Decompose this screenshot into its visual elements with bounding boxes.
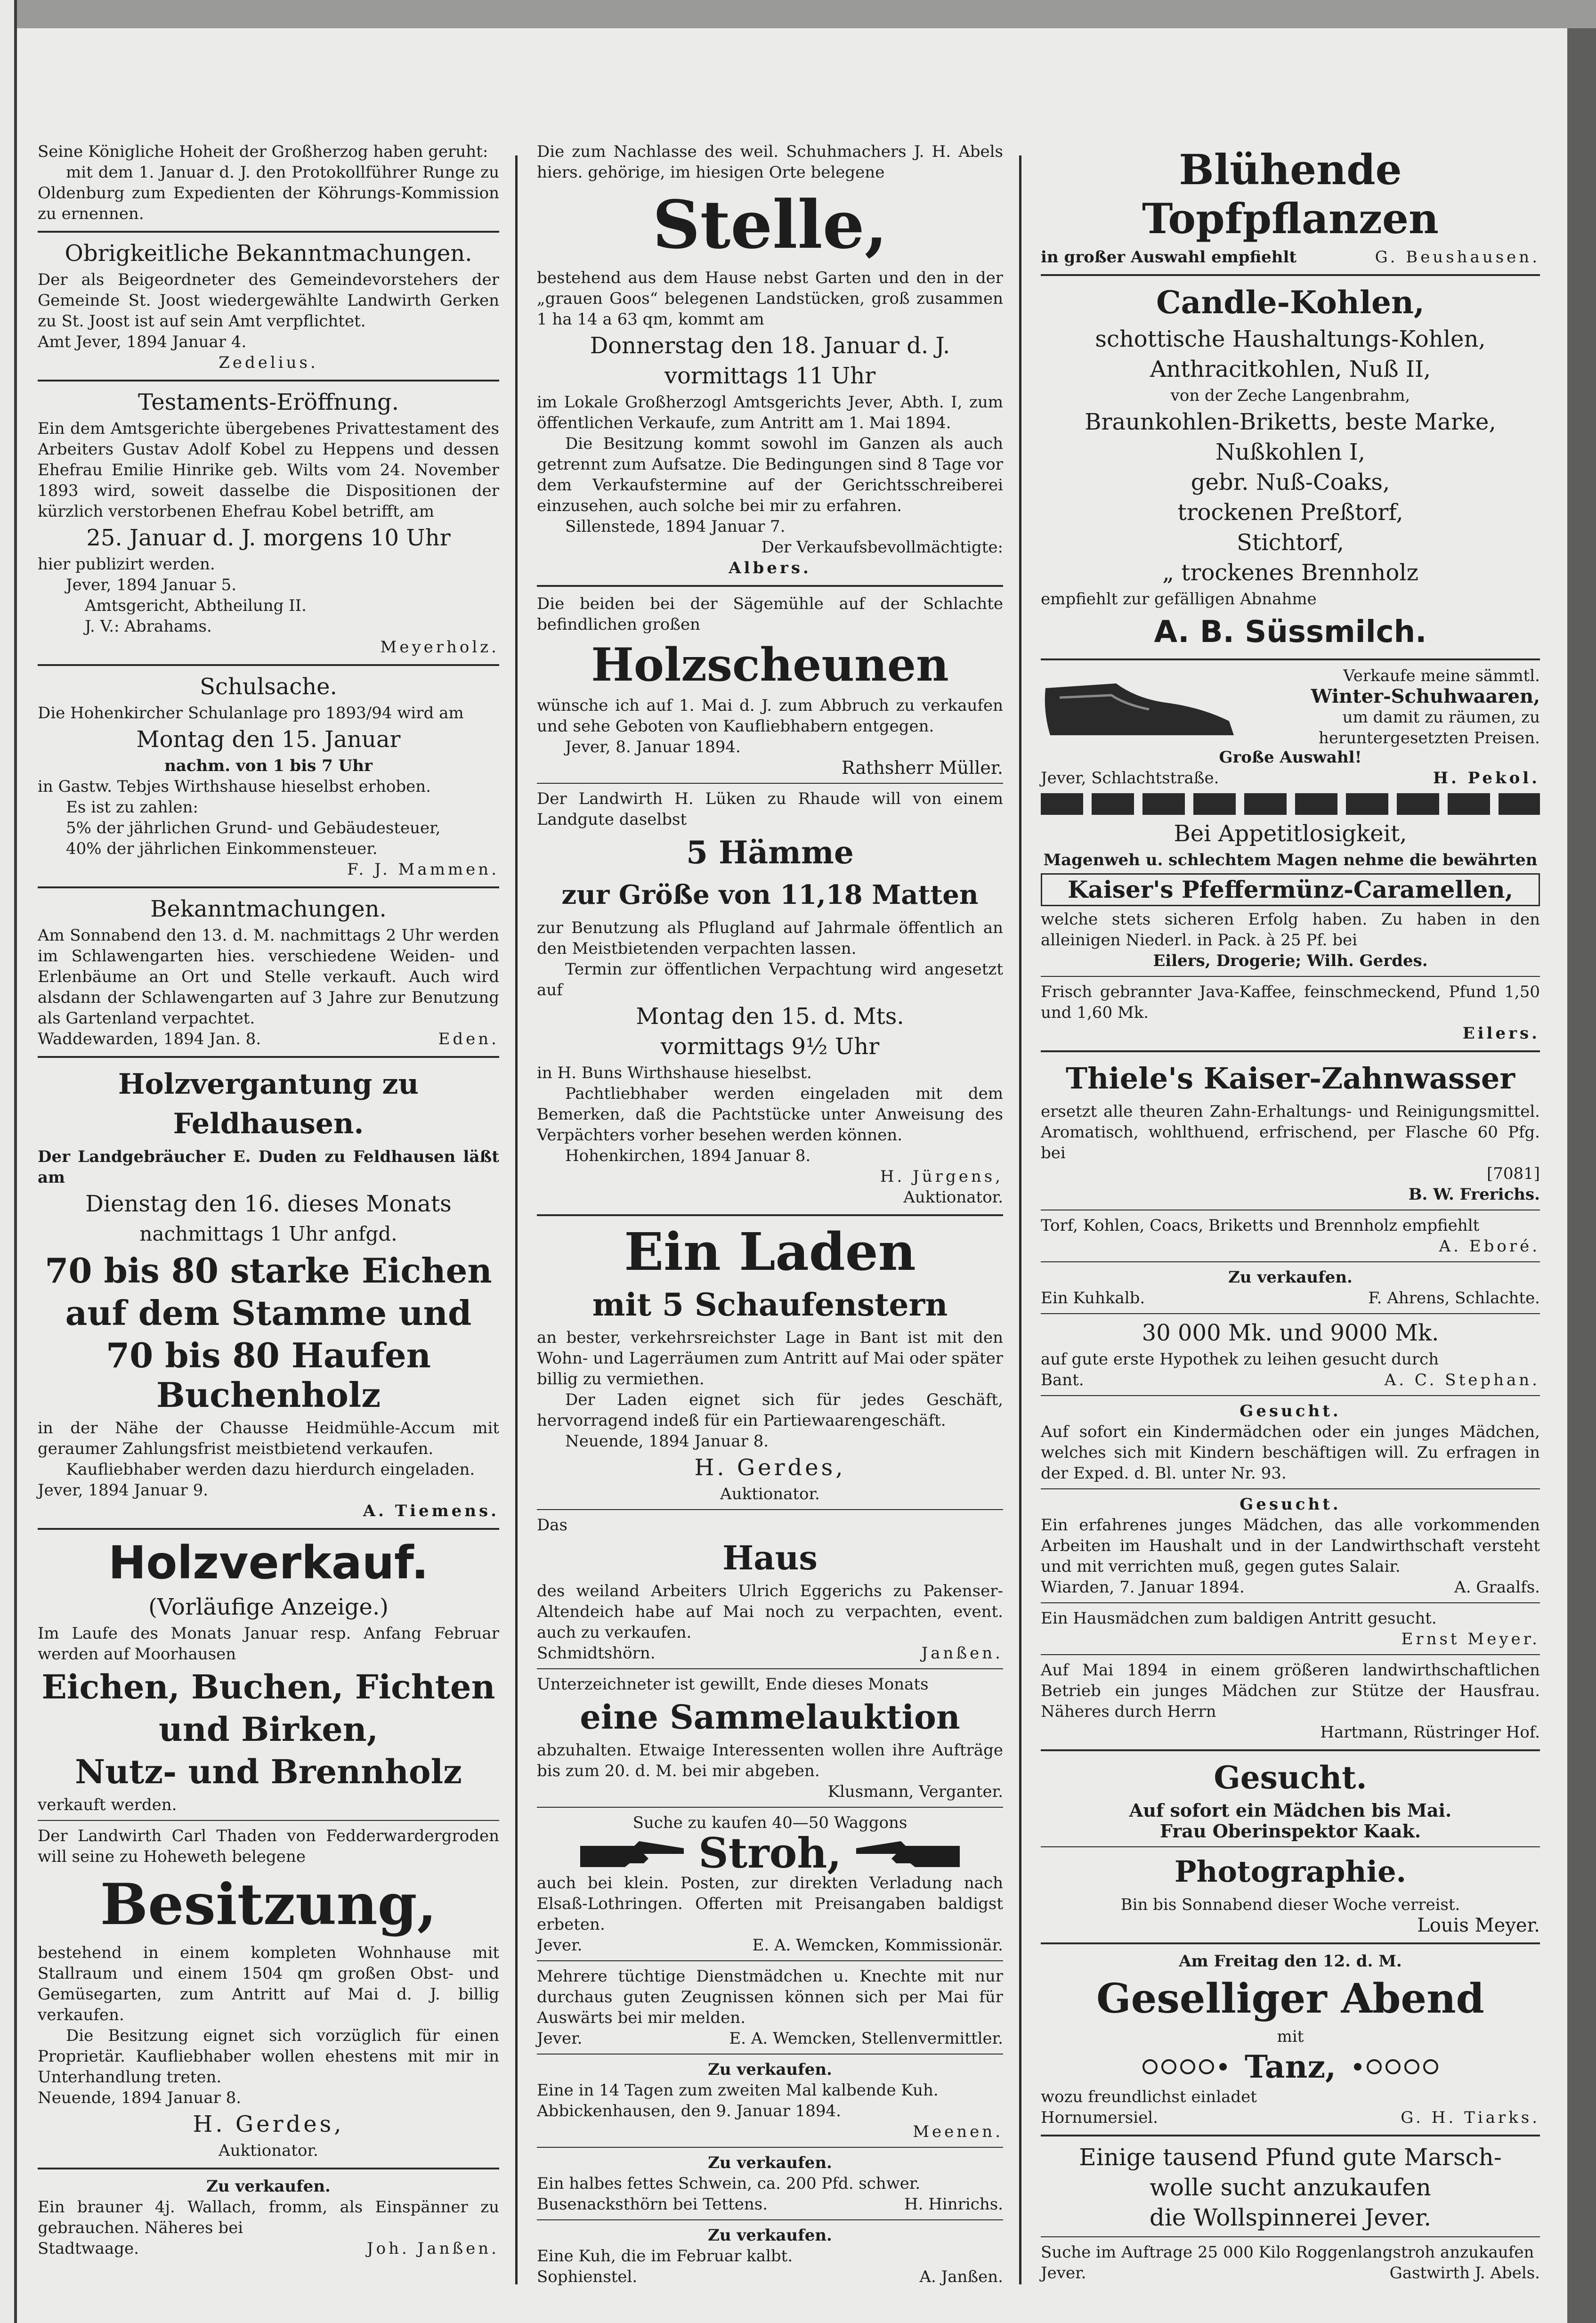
testament-heading: Testaments-Eröffnung. — [138, 389, 399, 415]
pointing-hand-right-icon — [578, 1834, 686, 1872]
column-rule-2 — [1019, 155, 1021, 2284]
ornament-left-icon — [1138, 2055, 1232, 2079]
candle-coal-heading: Candle-Kohlen, — [1156, 284, 1425, 321]
dance-label: Tanz, — [1244, 2048, 1336, 2085]
ornament-right-icon — [1348, 2055, 1442, 2079]
official-notices-text: Der als Beigeordneter des Gemeindevorstehers der Gemeinde St. Joost wiedergewählte Landwirth Gerken zu St. Joost ist auf sein Amt verpflichtet. — [38, 270, 499, 331]
barns-heading: Holzscheunen — [591, 638, 949, 691]
collective-auction-heading: eine Sammelauktion — [580, 1698, 960, 1737]
mortgage-heading: 30 000 Mk. und 9000 Mk. — [1142, 1320, 1439, 1346]
column-2: Die zum Nachlasse des weil. Schuhmachers J. H. Abels hiers. gehörige, im hiesigen Orte belegene Stelle, bestehend aus dem Hause nebst Garten und den in der „grauen Goos“ belegenen Landstücken, groß zusammen 1 ha 14 a 63 qm, kommt am Donnerstag den 18. Januar d. J. vormittags 11 Uhr im Lokale Großherzogl Amtsgerichts Jever, Abth. I, zum öffentlichen Verkaufe, zum Antritt am 1. Mai 1894. Die Besitzung kommt sowohl im Ganzen als auch getrennt zum Aufsatze. Die Bedingungen sind 8 Tage vor dem Verkaufstermine auf der Gerichtsschreiberei einzusehen, auch solche bei mir zu erfahren. Sillenstede, 1894 Januar 7. Der Verkaufsbevollmächtigte: Albers. Die beiden bei der Sägemühle auf der Schlachte befindlichen großen Holzscheunen wünsche ich auf 1. Mai d. J. zum Abbruch zu verkaufen und sehe Geboten von Kaufliebhabern entgegen. Jever, 8. Januar 1894. Rathsherr Müller. Der Landwirth H. Lüken zu Rhaude will von einem Landgute daselbst 5 Hämme zur Größe von 11,18 Matten zur Benutzung als Pflugland auf Jahrmale öffentlich an den Meistbietenden verpachten lassen. Termin zur öffentlichen Verpachtung wird angesetzt auf Montag den 15. d. Mts. vormittags 9½ Uhr in H. Buns Wirthshause hieselbst. Pachtliebhaber werden eingeladen mit dem Bemerken, daß die Pachtstücke unter Anweisung des Verpächters vorher besehen werden können. Hohenkirchen, 1894 Januar 8. H. Jürgens, Auktionator. Ein Laden mit 5 Schaufenstern an bester, verkehrsreichster Lage in Bant ist mit den Wohn- und Lagerräumen zum Antritt auf Mai oder später billig zu vermiethen. Der Laden eignet sich für jedes Geschäft, hervorragend indeß für ein Partiewaarengeschäft. Neuende, 1894 Januar 8. H. Gerdes, Auktionator. Das Haus des weiland Arbeiters Ulrich Eggerichs zu Pakenser-Altendeich habe auf Mai noch zu verpachten, event. auch zu verkaufen. Schmidtshörn. Janßen. Unterzeichneter ist gewillt, Ende dieses Monats eine Sammelauktion abzuhalten. Etwaige Interessenten wollen ihre Aufträge bis zum 20. d. M. bei mir abgeben. Klusmann, Verganter. Suche zu kaufen 40—50 Waggons Stroh, auch bei klein. Posten, zur direkten Verladung nach Elsaß-Lothringen. Offerten mit Preisangaben baldigst erbeten. Jever. E. A. Wemcken, Kommissionär. Mehrere tüchtige Dienstmädchen u. Knechte mit nur durchaus guten Zeugnissen können sich per Mai für Auswärts bei mir melden. Jever. E. A. Wemcken, Stellenvermittler. Zu verkaufen. Eine in 14 Tagen zum zweiten Mal kalbende Kuh. Abbickenhausen, den 9. Januar 1894. Meenen. Zu verkaufen. Ein halbes fettes Schwein, ca. 200 Pfd. schwer. Busenacksthörn bei Tettens. H. Hinrichs. Zu verkaufen. Eine Kuh, die im Februar kalbt. Sophienstel. A. Janßen. — [537, 142, 1003, 2286]
meadows-heading: 5 Hämme — [686, 834, 854, 871]
notice-grand-duke: Seine Königliche Hoheit der Großherzog haben geruht: — [38, 142, 488, 161]
wood-sale-heading: Holzverkauf. — [108, 1536, 429, 1589]
straw-heading: Stroh, — [698, 1828, 842, 1877]
decorative-banner — [1041, 793, 1540, 815]
estate-heading: Stelle, — [652, 187, 888, 264]
column-rule-1 — [515, 155, 518, 2284]
house-heading: Haus — [722, 1538, 818, 1577]
pointing-hand-left-icon — [854, 1834, 962, 1872]
page-shadow — [1567, 28, 1596, 2323]
column-3: Blühende Topfpflanzen in großer Auswahl empfiehlt G. Beushausen. Candle-Kohlen, schottische Haushaltungs-Kohlen, Anthracitkohlen, Nuß II, von der Zeche Langenbrahm, Braunkohlen-Briketts, beste Marke, Nußkohlen I, gebr. Nuß-Coaks, trockenen Preßtorf, Stichtorf, „ trockenes Brennholz empfiehlt zur gefälligen Abnahme A. B. Süssmilch. Verkaufe meine sämmtl. Winter-Schuhwaaren, um damit zu räumen, zu heruntergesetzten Preisen. Große Auswahl! Jever, Schlachtstraße. H. Pekol. Bei Appetitlosigkeit, Magenweh u. schlechtem Magen nehme die bewährten Kaiser's Pfeffermünz-Caramellen, welche stets sicheren Erfolg haben. Zu haben in den alleinigen Niederl. in Pack. à 25 Pf. bei Eilers, Drogerie; Wilh. Gerdes. Frisch gebrannter Java-Kaffee, feinschmeckend, Pfund 1,50 und 1,60 Mk. Eilers. Thiele's Kaiser-Zahnwasser ersetzt alle theuren Zahn-Erhaltungs- und Reinigungsmittel. Aromatisch, wohlthuend, erfrischend, per Flasche 60 Pfg. bei [7081] B. W. Frerichs. Torf, Kohlen, Coacs, Briketts und Brennholz empfiehlt A. Eboré. Zu verkaufen. Ein Kuhkalb. F. Ahrens, Schlachte. 30 000 Mk. und 9000 Mk. auf gute erste Hypothek zu leihen gesucht durch Bant. A. C. Stephan. Gesucht. Auf sofort ein Kindermädchen oder ein junges Mädchen, welches sich mit Kindern beschäftigen will. Zu erfragen in der Exped. d. Bl. unter Nr. 93. Gesucht. Ein erfahrenes junges Mädchen, das alle vorkommenden Arbeiten im Haushalt und in der Landwirthschaft versteht und mit verrichten muß, gegen gutes Salair. Wiarden, 7. Januar 1894. A. Graalfs. Ein Hausmädchen zum baldigen Antritt gesucht. Ernst Meyer. Auf Mai 1894 in einem größeren landwirthschaftlichen Betrieb ein junges Mädchen zur Stütze der Hausfrau. Näheres durch Herrn Hartmann, Rüstringer Hof. Gesucht. Auf sofort ein Mädchen bis Mai. Frau Oberinspektor Kaak. Photographie. Bin bis Sonnabend dieser Woche verreist. Louis Meyer. Am Freitag den 12. d. M. Geselliger Abend mit Tanz, wozu freundlichst einladet Hornumersiel. G. H. Tiarks. Einige tausend Pfund gute Marsch- wolle sucht anzukaufen die Wollspinnerei Jever. Suche im Auftrage 25 000 Kilo Roggenlangstroh anzukaufen Jever. Gastwirth J. Abels. — [1041, 145, 1540, 2282]
social-evening-heading: Geselliger Abend — [1096, 1975, 1484, 2022]
wanted-heading: Gesucht. — [1214, 1759, 1367, 1796]
announcements-heading: Bekanntmachungen. — [150, 896, 387, 922]
shop-heading: Ein Laden — [624, 1221, 916, 1282]
caramels-heading: Kaiser's Pfeffermünz-Caramellen, — [1041, 873, 1540, 906]
adjacent-page-edge — [0, 0, 17, 2323]
official-notices-heading: Obrigkeitliche Bekanntmachungen. — [65, 240, 472, 267]
photography-heading: Photographie. — [1174, 1854, 1407, 1889]
potted-plants-heading: Blühende Topfpflanzen — [1142, 145, 1439, 243]
column-1: Seine Königliche Hoheit der Großherzog haben geruht: mit dem 1. Januar d. J. den Protokollführer Runge zu Oldenburg zum Expedienten der Köhrungs-Kommission zu ernennen. Obrigkeitliche Bekanntmachungen. Der als Beigeordneter des Gemeindevorstehers der Gemeinde St. Joost wiedergewählte Landwirth Gerken zu St. Joost ist auf sein Amt verpflichtet. Amt Jever, 1894 Januar 4. Zedelius. Testaments-Eröffnung. Ein dem Amtsgerichte übergebenes Privattestament des Arbeiters Gustav Adolf Kobel zu Heppens und dessen Ehefrau Emilie Hinrike geb. Wilts vom 24. November 1893 wird, soweit dasselbe die Dispositionen der kürzlich verstorbenen Ehefrau Kobel betrifft, am 25. Januar d. J. morgens 10 Uhr hier publizirt werden. Jever, 1894 Januar 5. Amtsgericht, Abtheilung II. J. V.: Abrahams. Meyerholz. Schulsache. Die Hohenkircher Schulanlage pro 1893/94 wird am Montag den 15. Januar nachm. von 1 bis 7 Uhr in Gastw. Tebjes Wirthshause hieselbst erhoben. Es ist zu zahlen: 5% der jährlichen Grund- und Gebäudesteuer, 40% der jährlichen Einkommensteuer. F. J. Mammen. Bekanntmachungen. Am Sonnabend den 13. d. M. nachmittags 2 Uhr werden im Schlawengarten hies. verschiedene Weiden- und Erlenbäume an Ort und Stelle verkauft. Auch wird alsdann der Schlawengarten auf 3 Jahre zur Benutzung als Gartenland verpachtet. Waddewarden, 1894 Jan. 8. Eden. Holzvergantung zu Feldhausen. Der Landgebräucher E. Duden zu Feldhausen läßt am Dienstag den 16. dieses Monats nachmittags 1 Uhr anfgd. 70 bis 80 starke Eichen auf dem Stamme und 70 bis 80 Haufen Buchenholz in der Nähe der Chausse Heidmühle-Accum mit geraumer Zahlungsfrist meistbietend verkaufen. Kaufliebhaber werden dazu hierdurch eingeladen. Jever, 1894 Januar 9. A. Tiemens. Holzverkauf. (Vorläufige Anzeige.) Im Laufe des Monats Januar resp. Anfang Februar werden auf Moorhausen Eichen, Buchen, Fichten und Birken, Nutz- und Brennholz verkauft werden. Der Landwirth Carl Thaden von Fedderwardergroden will seine zu Hoheweth belegene Besitzung, bestehend in einem kompleten Wohnhause mit Stallraum und einem 1504 qm großen Obst- und Gemüsegarten, zum Antritt auf Mai d. J. billig verkaufen. Die Besitzung eignet sich vorzüglich für einen Proprietär. Kaufliebhaber wollen ehestens mit mir in Unterhandlung treten. Neuende, 1894 Januar 8. H. Gerdes, Auktionator. Zu verkaufen. Ein brauner 4j. Wallach, fromm, als Einspänner zu gebrauchen. Näheres bei Stadtwaage. Joh. Janßen. — [38, 142, 499, 2258]
notice-grand-duke-text: mit dem 1. Januar d. J. den Protokollführer Runge zu Oldenburg zum Expedienten der Köhrungs-Kommission zu ernennen. — [38, 163, 499, 223]
suessmilch-name: A. B. Süssmilch. — [1154, 615, 1427, 650]
toothwater-heading: Thiele's Kaiser-Zahnwasser — [1065, 1061, 1515, 1096]
school-heading: Schulsache. — [200, 674, 337, 700]
property-heading: Besitzung, — [100, 1871, 437, 1938]
shoe-icon — [1041, 669, 1239, 745]
wood-auction-heading: Holzvergantung zu Feldhausen. — [118, 1068, 419, 1140]
